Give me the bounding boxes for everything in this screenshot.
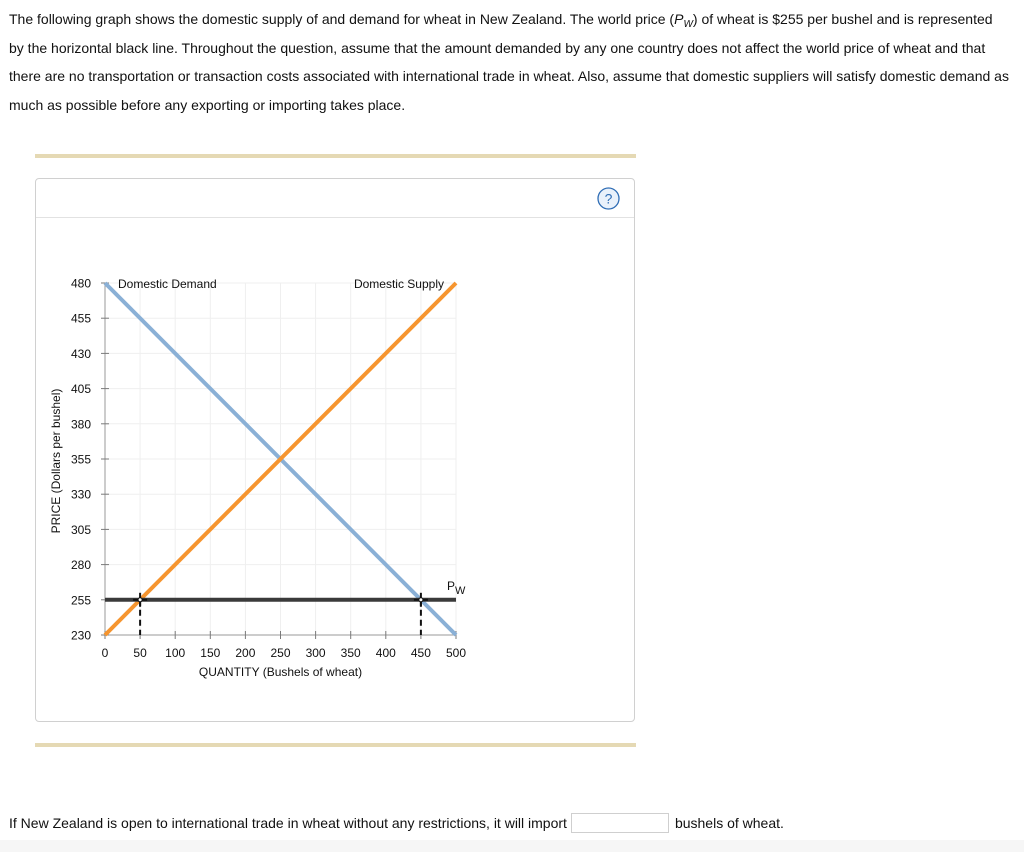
x-tick-label: 500 <box>445 646 467 660</box>
y-tick-label: 355 <box>70 452 91 467</box>
y-tick-label: 430 <box>70 346 91 361</box>
question-text: If New Zealand is open to international trade in wheat without any restrictions, it will import <box>9 815 567 831</box>
y-tick-label: 280 <box>70 558 91 573</box>
x-tick-label: 50 <box>133 646 147 660</box>
y-tick-label: 405 <box>70 382 91 397</box>
y-tick-label: 330 <box>70 487 91 502</box>
y-tick-label: 305 <box>70 522 91 537</box>
y-tick-label: 230 <box>70 628 91 643</box>
x-tick-label: 400 <box>375 646 396 660</box>
world-price-label: PW <box>447 579 466 597</box>
svg-text:?: ? <box>604 190 613 207</box>
import-quantity-input[interactable] <box>571 813 669 833</box>
x-tick-label: 150 <box>200 646 221 660</box>
x-tick-label: 250 <box>270 646 291 660</box>
intersection-point <box>138 598 142 602</box>
bottom-bar <box>0 840 1024 852</box>
question-units: bushels of wheat. <box>674 815 784 831</box>
y-tick-label: 255 <box>70 593 91 608</box>
intro-text-2: ) of wheat is $255 per bushel and is represented by the horizontal black line. Throughout the question, assume that the amount demanded by any one country does not affect the world price of wheat and that there are no transportation or transaction costs associated with international trade in wheat. Also, assume that domestic suppliers will satisfy domestic demand as much as possible before any exporting or importing takes place. <box>9 11 1009 113</box>
question-row <box>9 813 784 833</box>
intersection-point <box>419 598 423 602</box>
x-tick-label: 300 <box>305 646 326 660</box>
x-axis-label: QUANTITY (Bushels of wheat) <box>198 665 363 679</box>
domestic-supply-label: Domestic Supply <box>353 277 444 291</box>
y-tick-label: 480 <box>70 276 91 291</box>
x-tick-label: 450 <box>410 646 431 660</box>
x-tick-label: 200 <box>235 646 256 660</box>
divider-bottom <box>35 743 636 747</box>
y-tick-label: 380 <box>70 417 91 432</box>
intro-text-1: The following graph shows the domestic supply of and demand for wheat in New Zealand. The world price ( <box>9 11 675 27</box>
x-tick-label: 0 <box>101 646 109 660</box>
y-axis-label: PRICE (Dollars per bushel) <box>49 388 63 534</box>
y-tick-label: 455 <box>70 311 91 326</box>
domestic-demand-label: Domestic Demand <box>118 277 217 291</box>
x-tick-label: 350 <box>340 646 361 660</box>
world-price-symbol: $P_W$ <box>674 11 693 30</box>
x-tick-label: 100 <box>165 646 186 660</box>
